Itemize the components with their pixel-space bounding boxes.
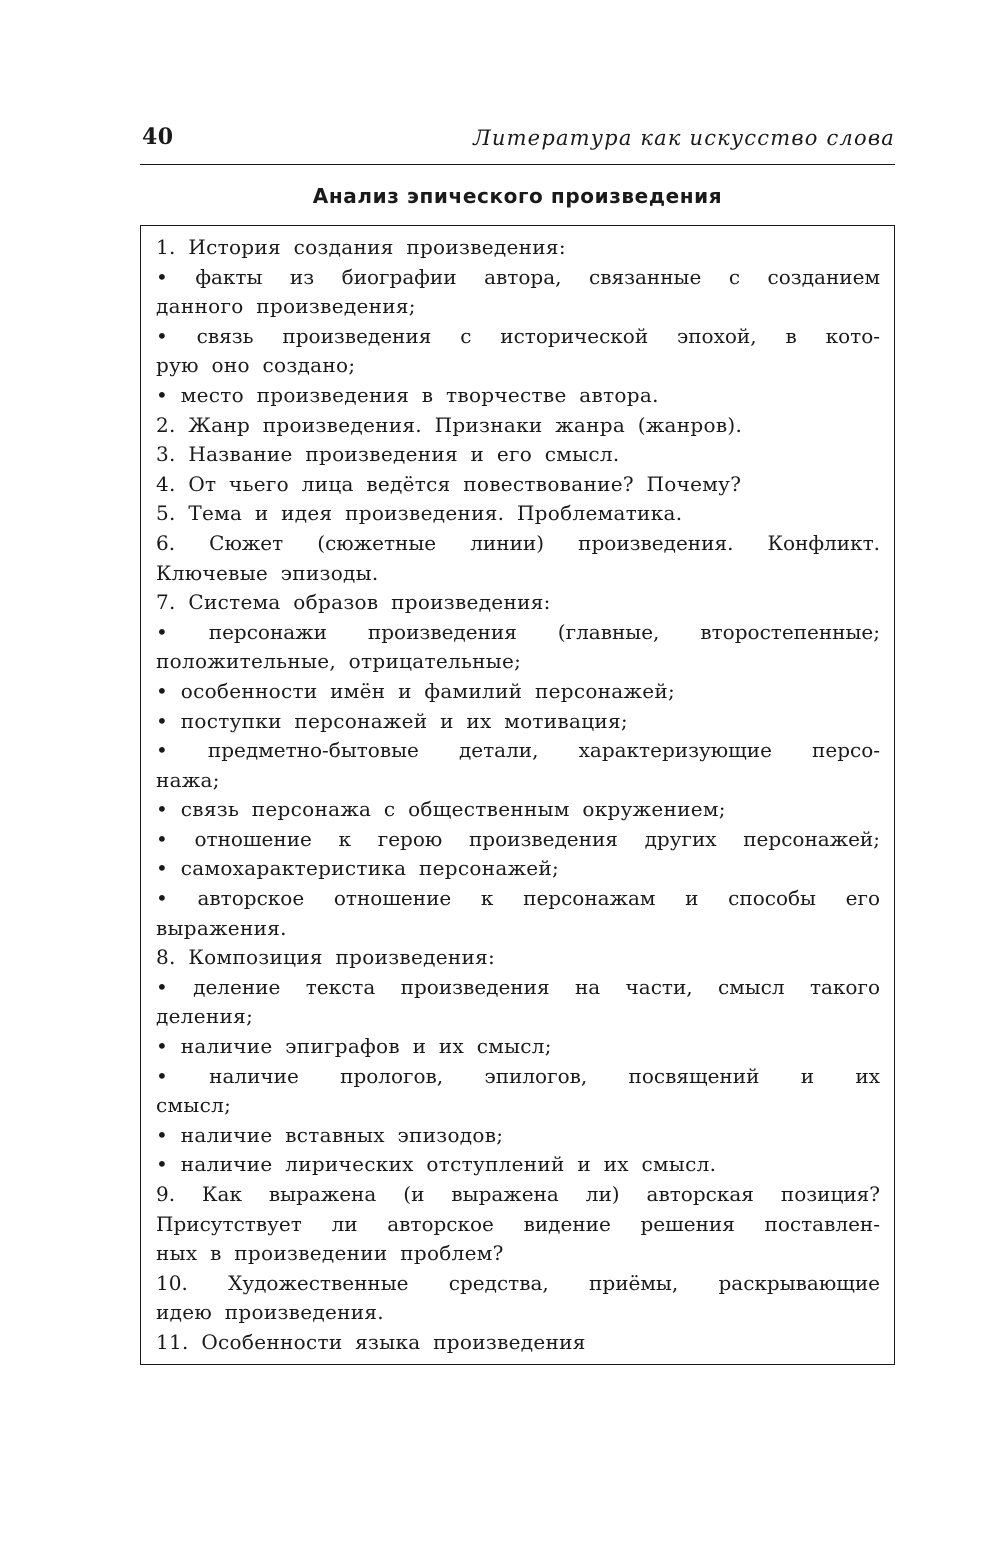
text-line: • отношение к герою произведения других персонажей; <box>156 826 880 851</box>
text-line: рую оно создано; <box>156 353 356 378</box>
text-line: • деление текста произведения на части, смысл такого <box>156 974 880 999</box>
text-line: • наличие эпиграфов и их смысл; <box>156 1034 552 1059</box>
text-line: • самохарактеристика персонажей; <box>156 856 560 881</box>
text-line: 9. Как выражена (и выражена ли) авторская позиция? <box>156 1182 880 1206</box>
text-line: 7. Система образов произведения: <box>156 590 551 615</box>
text-line: 10. Художественные средства, приёмы, раскрывающие <box>156 1270 880 1295</box>
text-line: 5. Тема и идея произведения. Проблематика. <box>156 501 683 526</box>
text-line: • авторское отношение к персонажам и способы его <box>156 886 880 911</box>
text-line: • наличие лирических отступлений и их смысл. <box>156 1152 717 1177</box>
text-line: • факты из биографии автора, связанные с созданием <box>156 264 880 289</box>
text-line: • связь персонажа с общественным окружением; <box>156 797 726 822</box>
text-line: смысл; <box>156 1093 232 1118</box>
text-line: 8. Композиция произведения: <box>156 945 496 970</box>
text-line: • наличие вставных эпизодов; <box>156 1122 504 1147</box>
text-line: положительные, отрицательные; <box>156 649 522 674</box>
text-line: ных в произведении проблем? <box>156 1241 504 1266</box>
text-line: нажа; <box>156 767 220 792</box>
text-line: 1. История создания произведения: <box>156 235 566 259</box>
text-line: Присутствует ли авторское видение решения поставлен- <box>156 1211 880 1236</box>
text-line: деления; <box>156 1004 254 1029</box>
section-title: Анализ эпического произведения <box>312 184 723 208</box>
text-line: • поступки персонажей и их мотивация; <box>156 708 628 733</box>
text-line: 6. Сюжет (сюжетные линии) произведения. Конфликт. <box>156 530 880 555</box>
text-line: идею произведения. <box>156 1300 384 1325</box>
text-line: данного произведения; <box>156 294 416 319</box>
text-line: • особенности имён и фамилий персонажей; <box>156 678 676 703</box>
running-head: Литература как искусство слова <box>473 126 895 150</box>
text-line: выражения. <box>156 915 287 940</box>
text-line: 4. От чьего лица ведётся повествование? Почему? <box>156 471 742 496</box>
content-box <box>140 225 895 1365</box>
text-line: 3. Название произведения и его смысл. <box>156 442 620 467</box>
text-line: • предметно-бытовые детали, характеризующие персо- <box>156 738 880 763</box>
text-line: 2. Жанр произведения. Признаки жанра (жанров). <box>156 412 743 437</box>
page-number: 40 <box>142 124 174 150</box>
text-line: • персонажи произведения (главные, второстепенные; <box>156 619 880 644</box>
text-line: 11. Особенности языка произведения <box>156 1329 586 1354</box>
page-header <box>140 120 895 165</box>
text-line: • место произведения в творчестве автора. <box>156 382 659 407</box>
text-line: Ключевые эпизоды. <box>156 560 379 585</box>
text-line: • связь произведения с исторической эпохой, в кото- <box>156 323 880 348</box>
text-line: • наличие прологов, эпилогов, посвящений и их <box>156 1063 880 1088</box>
